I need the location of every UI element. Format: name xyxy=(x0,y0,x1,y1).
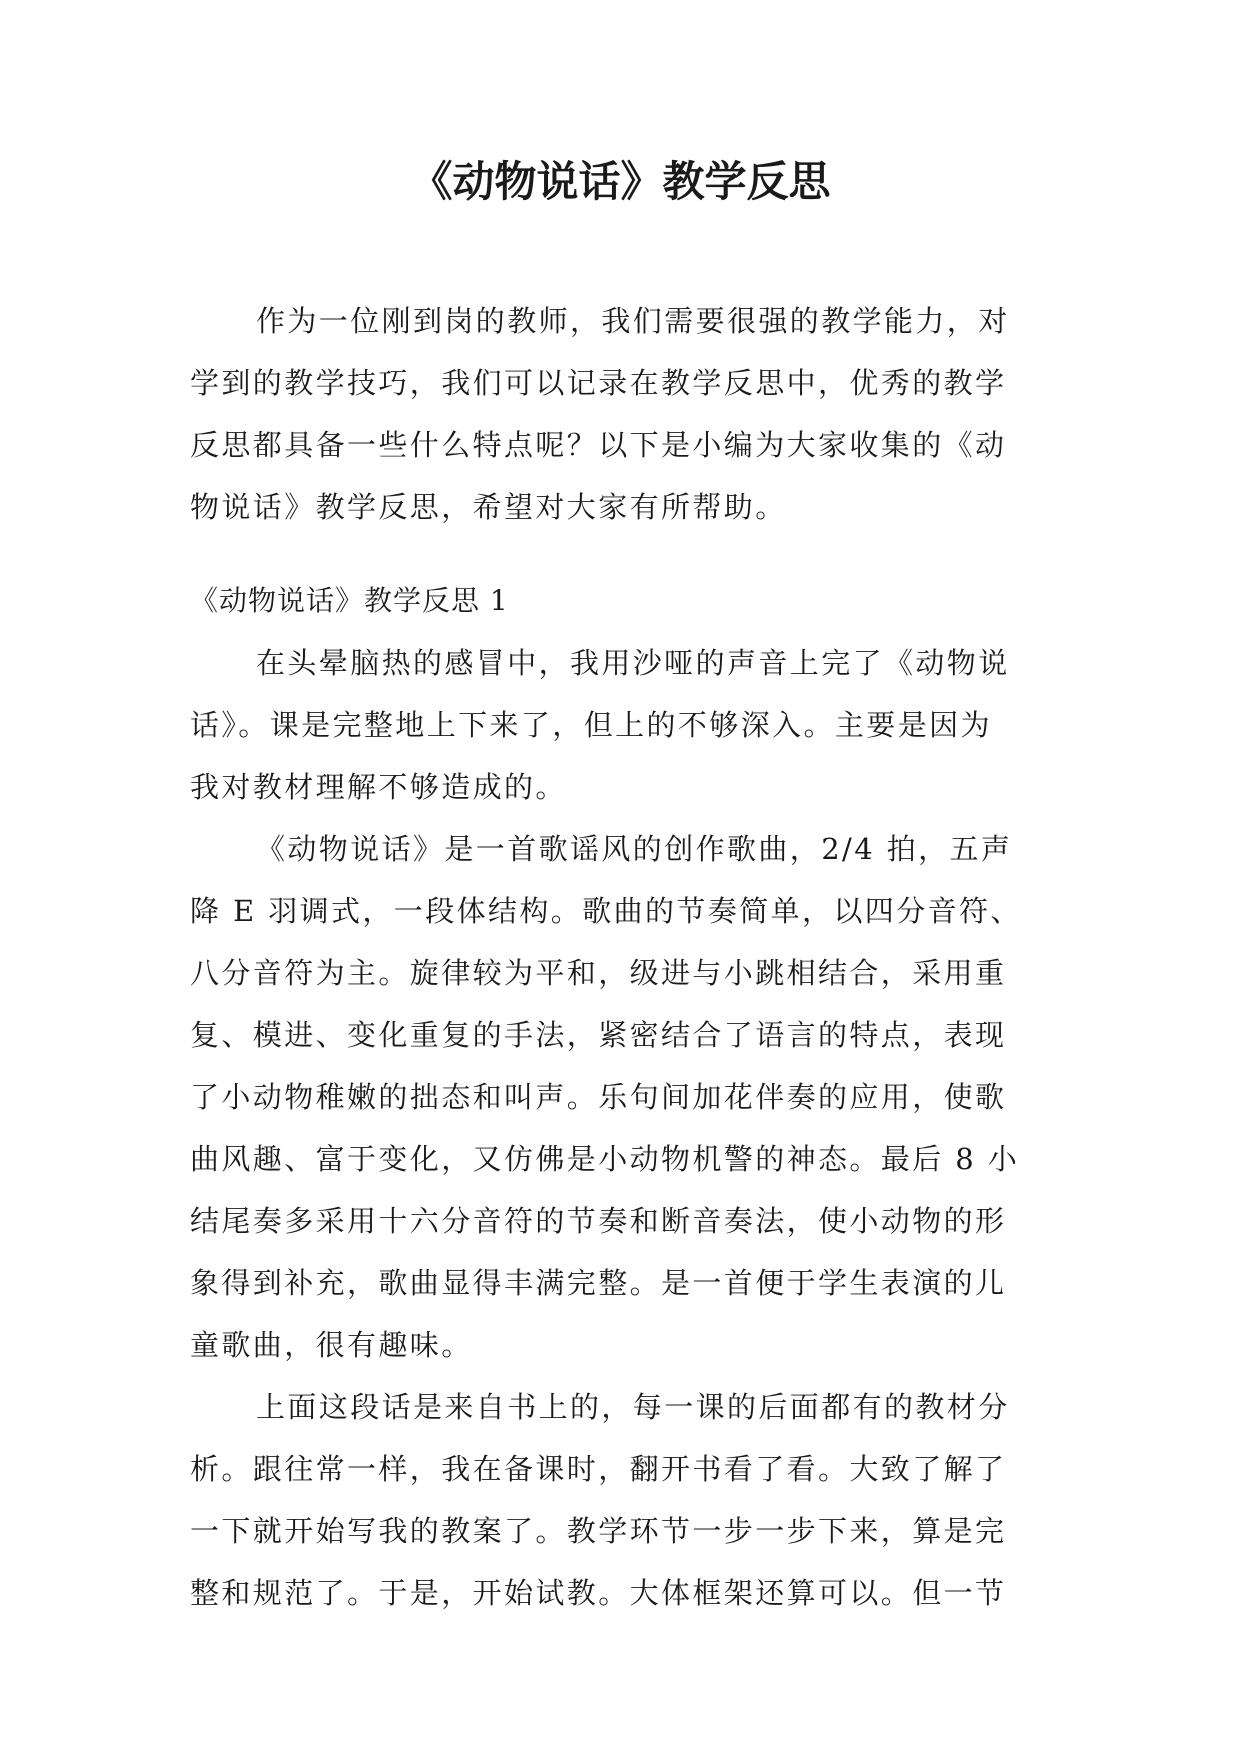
text-line: 了小动物稚嫩的拙态和叫声。乐句间加花伴奏的应用，使歌 xyxy=(190,1080,1007,1114)
text-line: 上面这段话是来自书上的，每一课的后面都有的教材分 xyxy=(256,1390,1010,1424)
section-heading: 《动物说话》教学反思 1 xyxy=(190,584,509,617)
text-line: 童歌曲，很有趣味。 xyxy=(190,1328,473,1362)
text-line: 八分音符为主。旋律较为平和，级进与小跳相结合，采用重 xyxy=(190,956,1007,990)
text-line: 在头晕脑热的感冒中，我用沙哑的声音上完了《动物说 xyxy=(256,646,1010,680)
paragraph-3 xyxy=(190,1376,1070,1624)
text-line: 学到的教学技巧，我们可以记录在教学反思中，优秀的教学 xyxy=(190,366,1007,400)
text-line: 结尾奏多采用十六分音符的节奏和断音奏法，使小动物的形 xyxy=(190,1204,1007,1238)
text-line: 象得到补充，歌曲显得丰满完整。是一首便于学生表演的儿 xyxy=(190,1266,1007,1300)
text-line: 我对教材理解不够造成的。 xyxy=(190,770,567,804)
text-line: 一下就开始写我的教案了。教学环节一步一步下来，算是完 xyxy=(190,1514,1007,1548)
text-line: 曲风趣、富于变化，又仿佛是小动物机警的神态。最后 8 小 xyxy=(190,1142,1020,1176)
document-body xyxy=(190,290,1070,1624)
intro-paragraph xyxy=(190,290,1070,538)
text-line: 作为一位刚到岗的教师，我们需要很强的教学能力，对 xyxy=(256,304,1010,338)
text-line: 复、模进、变化重复的手法，紧密结合了语言的特点，表现 xyxy=(190,1018,1007,1052)
text-line: 整和规范了。于是，开始试教。大体框架还算可以。但一节 xyxy=(190,1576,1007,1610)
text-line: 析。跟往常一样，我在备课时，翻开书看了看。大致了解了 xyxy=(190,1452,1007,1486)
text-line: 降 E 羽调式，一段体结构。歌曲的节奏简单，以四分音符、 xyxy=(190,894,1022,928)
text-line: 话》。课是完整地上下来了，但上的不够深入。主要是因为 xyxy=(190,708,992,742)
text-line: 反思都具备一些什么特点呢？以下是小编为大家收集的《动 xyxy=(190,428,1007,462)
text-line: 物说话》教学反思，希望对大家有所帮助。 xyxy=(190,490,787,524)
text-line: 《动物说话》是一首歌谣风的创作歌曲，2/4 拍，五声 xyxy=(256,832,1013,866)
document-title: 《动物说话》教学反思 xyxy=(410,157,831,206)
paragraph-2 xyxy=(190,818,1070,1376)
paragraph-1 xyxy=(190,632,1070,818)
